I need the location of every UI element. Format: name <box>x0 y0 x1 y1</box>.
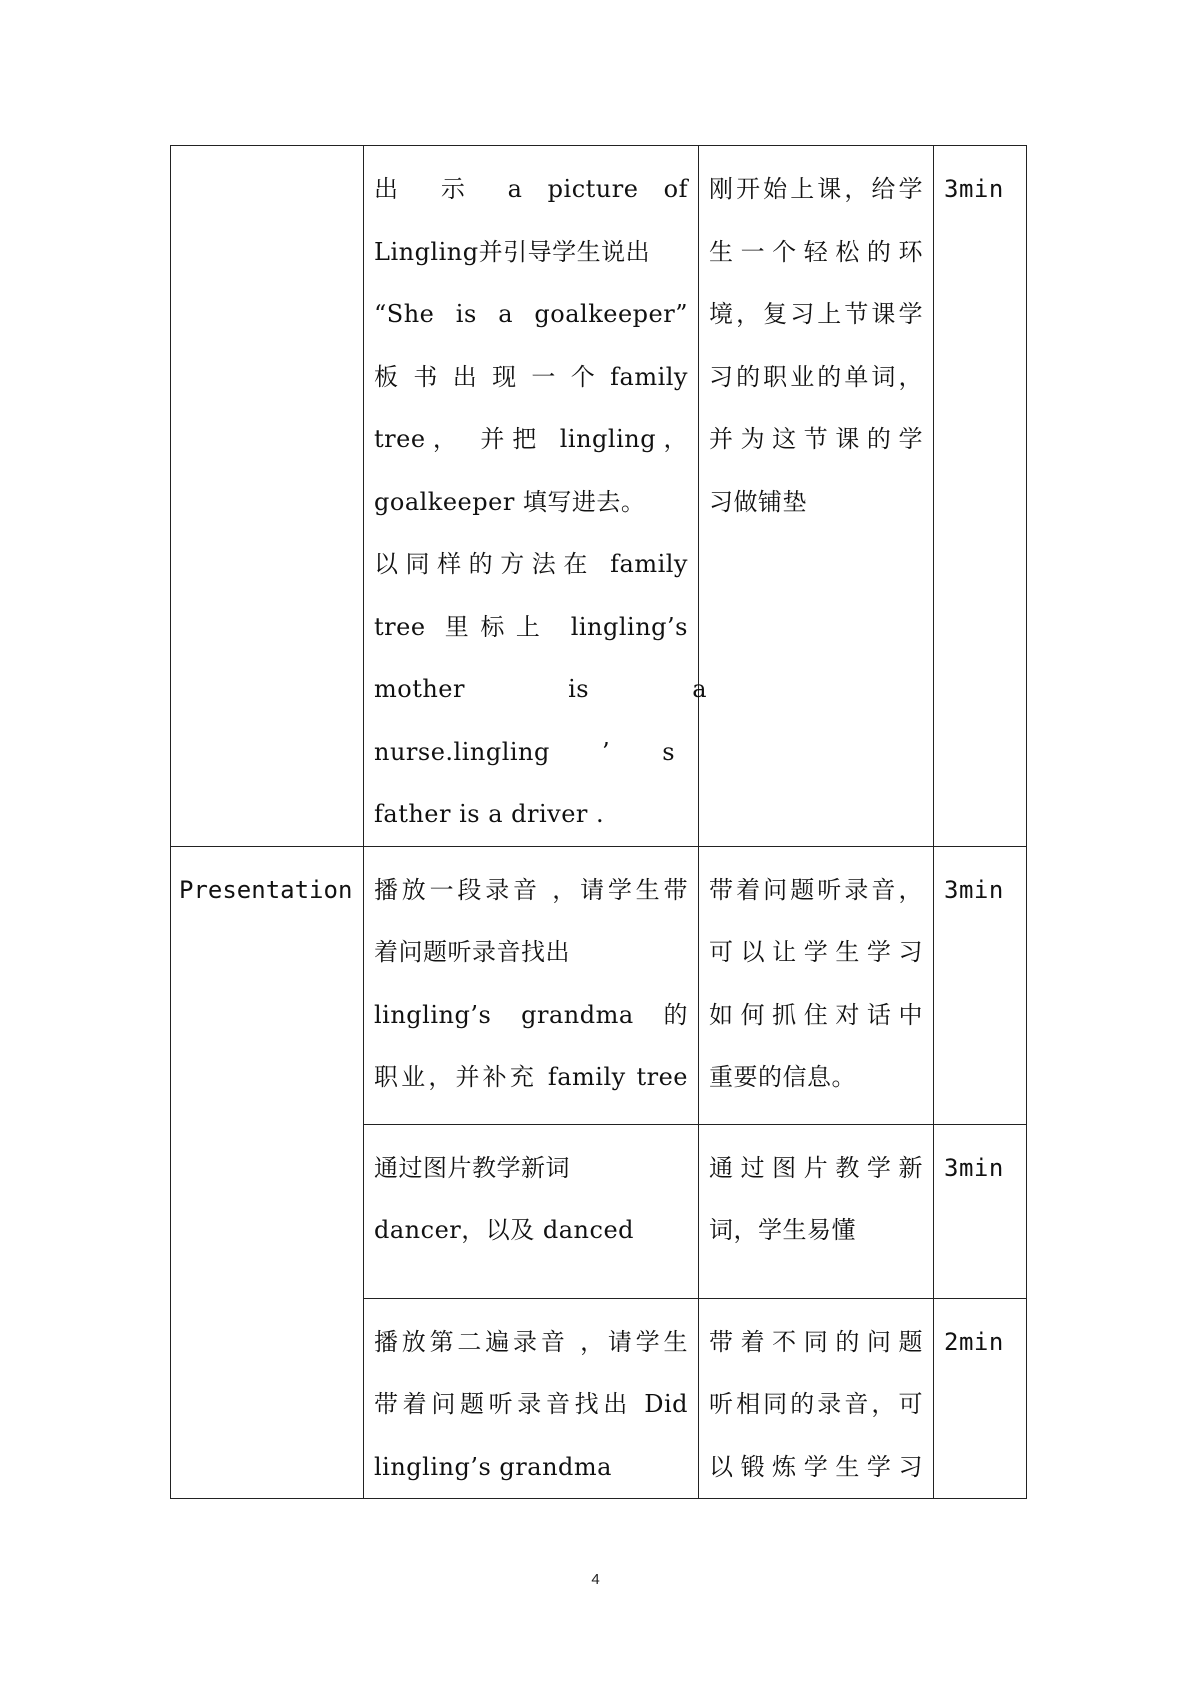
purpose-line: 听相同的录音，可 <box>709 1390 923 1418</box>
time-value: 3min <box>944 175 1004 203</box>
stage-label: Presentation <box>179 875 353 904</box>
activity-line: father is a driver . <box>374 800 605 828</box>
activity-line <box>374 721 688 784</box>
purpose-line: 以锻炼学生学习 <box>709 1452 923 1481</box>
purpose-line: 习的职业的单词， <box>709 362 923 391</box>
activity-cell <box>364 1124 699 1298</box>
purpose-line: 词，学生易懂 <box>709 1216 856 1244</box>
purpose-line: 刚开始上课，给学 <box>709 175 923 203</box>
time-value: 3min <box>944 875 1004 904</box>
stage-cell <box>171 846 364 1499</box>
purpose-line: 带着问题听录音， <box>709 875 923 904</box>
page-number: 4 <box>591 1571 600 1588</box>
activity-word: mother is a <box>374 675 708 703</box>
stage-cell <box>171 146 364 847</box>
activity-line: 出 示 a picture of <box>374 175 688 203</box>
purpose-cell <box>699 1124 934 1298</box>
activity-line: 职业，并补充 family tree <box>374 1063 688 1091</box>
table-row <box>171 846 1027 1124</box>
activity-line <box>374 658 708 721</box>
purpose-line: 如何抓住对话中 <box>709 1000 923 1029</box>
purpose-line: 并为这节课的学 <box>709 425 923 453</box>
purpose-cell <box>699 1298 934 1499</box>
purpose-line: 生一个轻松的环 <box>709 237 923 266</box>
purpose-line: 可以让学生学习 <box>709 938 923 966</box>
activity-line: “She is a goalkeeper” <box>374 300 688 328</box>
purpose-cell <box>699 146 934 847</box>
activity-line: 播放第二遍录音 ，请学生 <box>374 1327 688 1356</box>
purpose-line: 重要的信息。 <box>709 1063 856 1091</box>
time-value: 2min <box>944 1327 1004 1356</box>
activity-cell <box>364 1298 699 1499</box>
purpose-cell <box>699 846 934 1124</box>
activity-line: goalkeeper 填写进去。 <box>374 487 646 516</box>
activity-line: Lingling并引导学生说出 <box>374 237 651 266</box>
activity-line: 板 书 出 现 一 个 family <box>374 362 688 391</box>
lesson-plan-table <box>170 145 1027 1499</box>
activity-line: lingling’s grandma <box>374 1452 612 1481</box>
purpose-line: 境，复习上节课学 <box>709 300 923 328</box>
purpose-line: 通过图片教学新 <box>709 1153 923 1182</box>
time-value: 3min <box>944 1153 1004 1182</box>
purpose-line: 带着不同的问题 <box>709 1327 923 1356</box>
activity-line: dancer，以及 danced <box>374 1216 635 1244</box>
activity-line: 带着问题听录音找出 Did <box>374 1390 688 1418</box>
activity-line: 播放一段录音 ，请学生带 <box>374 875 688 904</box>
activity-line: 以同样的方法在 family <box>374 550 688 578</box>
activity-line: 着问题听录音找出 <box>374 938 570 966</box>
activity-word: nurse.lingling ’ s <box>374 737 676 766</box>
purpose-line: 习做铺垫 <box>709 487 807 516</box>
table-row <box>171 146 1027 847</box>
activity-cell <box>364 846 699 1124</box>
activity-line: 通过图片教学新词 <box>374 1153 570 1182</box>
time-cell <box>934 846 1027 1124</box>
time-cell <box>934 1298 1027 1499</box>
activity-line: tree 里标上 lingling’s <box>374 612 688 641</box>
activity-line: tree， 并把 lingling， <box>374 425 688 453</box>
time-cell <box>934 146 1027 847</box>
time-cell <box>934 1124 1027 1298</box>
activity-cell <box>364 146 708 847</box>
activity-line: lingling’s grandma 的 <box>374 1000 688 1029</box>
